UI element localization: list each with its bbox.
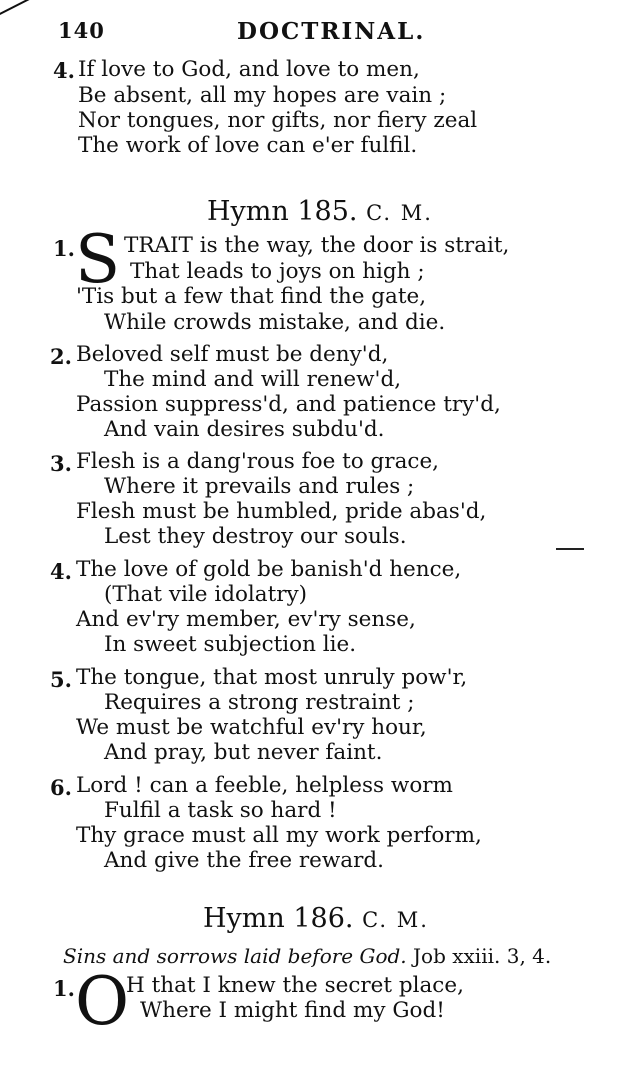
page-number: 140 (58, 18, 105, 43)
stanza-number: 4. (53, 58, 75, 83)
hymn-186-heading (203, 903, 429, 934)
margin-mark (556, 548, 584, 554)
drop-cap: O (75, 963, 130, 1040)
verse-line: That leads to joys on high ; (130, 259, 425, 284)
hymn-title: Hymn 186. (203, 903, 354, 934)
verse-line: Passion suppress'd, and patience try'd, (76, 392, 501, 417)
verse-line: And vain desires subdu'd. (104, 417, 385, 442)
verse-line: The tongue, that most unruly pow'r, (76, 665, 468, 690)
verse-line: Be absent, all my hopes are vain ; (78, 83, 447, 108)
hymn-title: Hymn 185. (207, 196, 358, 227)
verse-line: While crowds mistake, and die. (104, 310, 446, 335)
verse-line: The work of love can e'er fulfil. (78, 133, 418, 158)
verse-line: TRAIT is the way, the door is strait, (124, 233, 510, 258)
verse-line: The love of gold be banish'd hence, (76, 557, 462, 582)
verse-line: Flesh is a dang'rous foe to grace, (76, 449, 440, 474)
verse-line: The mind and will renew'd, (104, 367, 402, 392)
stanza-number: 1. (53, 236, 75, 261)
stanza-number: 3. (50, 451, 72, 476)
verse-line: Nor tongues, nor gifts, nor fiery zeal (78, 108, 478, 133)
hymn-186-subtitle (63, 944, 551, 968)
verse-line: Flesh must be humbled, pride abas'd, (76, 499, 487, 524)
verse-line: Requires a strong restraint ; (104, 690, 415, 715)
verse-line: Where I might find my God! (140, 998, 445, 1023)
verse-line: Beloved self must be deny'd, (76, 342, 389, 367)
verse-line: We must be watchful ev'ry hour, (76, 715, 427, 740)
verse-line: Lest they destroy our souls. (104, 524, 407, 549)
hymn-meter: C. M. (366, 201, 433, 225)
verse-line: (That vile idolatry) (104, 582, 308, 607)
verse-line: Thy grace must all my work perform, (76, 823, 482, 848)
verse-line: And ev'ry member, ev'ry sense, (76, 607, 416, 632)
verse-line: Fulfil a task so hard ! (104, 798, 337, 823)
subtitle-text: Sins and sorrows laid before God. (63, 944, 407, 968)
hymn-meter: C. M. (362, 908, 429, 932)
verse-line: Lord ! can a feeble, helpless worm (76, 773, 453, 798)
drop-cap: S (75, 221, 121, 298)
stanza-number: 1. (53, 976, 75, 1001)
stanza-number: 2. (50, 344, 72, 369)
verse-line: And pray, but never faint. (104, 740, 383, 765)
verse-line: Where it prevails and rules ; (104, 474, 415, 499)
verse-line: H that I knew the secret place, (126, 973, 464, 998)
scripture-reference: Job xxiii. 3, 4. (413, 944, 552, 968)
page-header (30, 14, 590, 44)
verse-line: And give the free reward. (104, 848, 384, 873)
verse-line: If love to God, and love to men, (78, 57, 420, 82)
verse-line: 'Tis but a few that find the gate, (76, 284, 427, 309)
running-title: DOCTRINAL. (237, 18, 426, 45)
verse-line: In sweet subjection lie. (104, 632, 357, 657)
stanza-number: 4. (50, 559, 72, 584)
hymn-185-heading (207, 196, 433, 227)
stanza-number: 6. (50, 775, 72, 800)
stanza-number: 5. (50, 667, 72, 692)
